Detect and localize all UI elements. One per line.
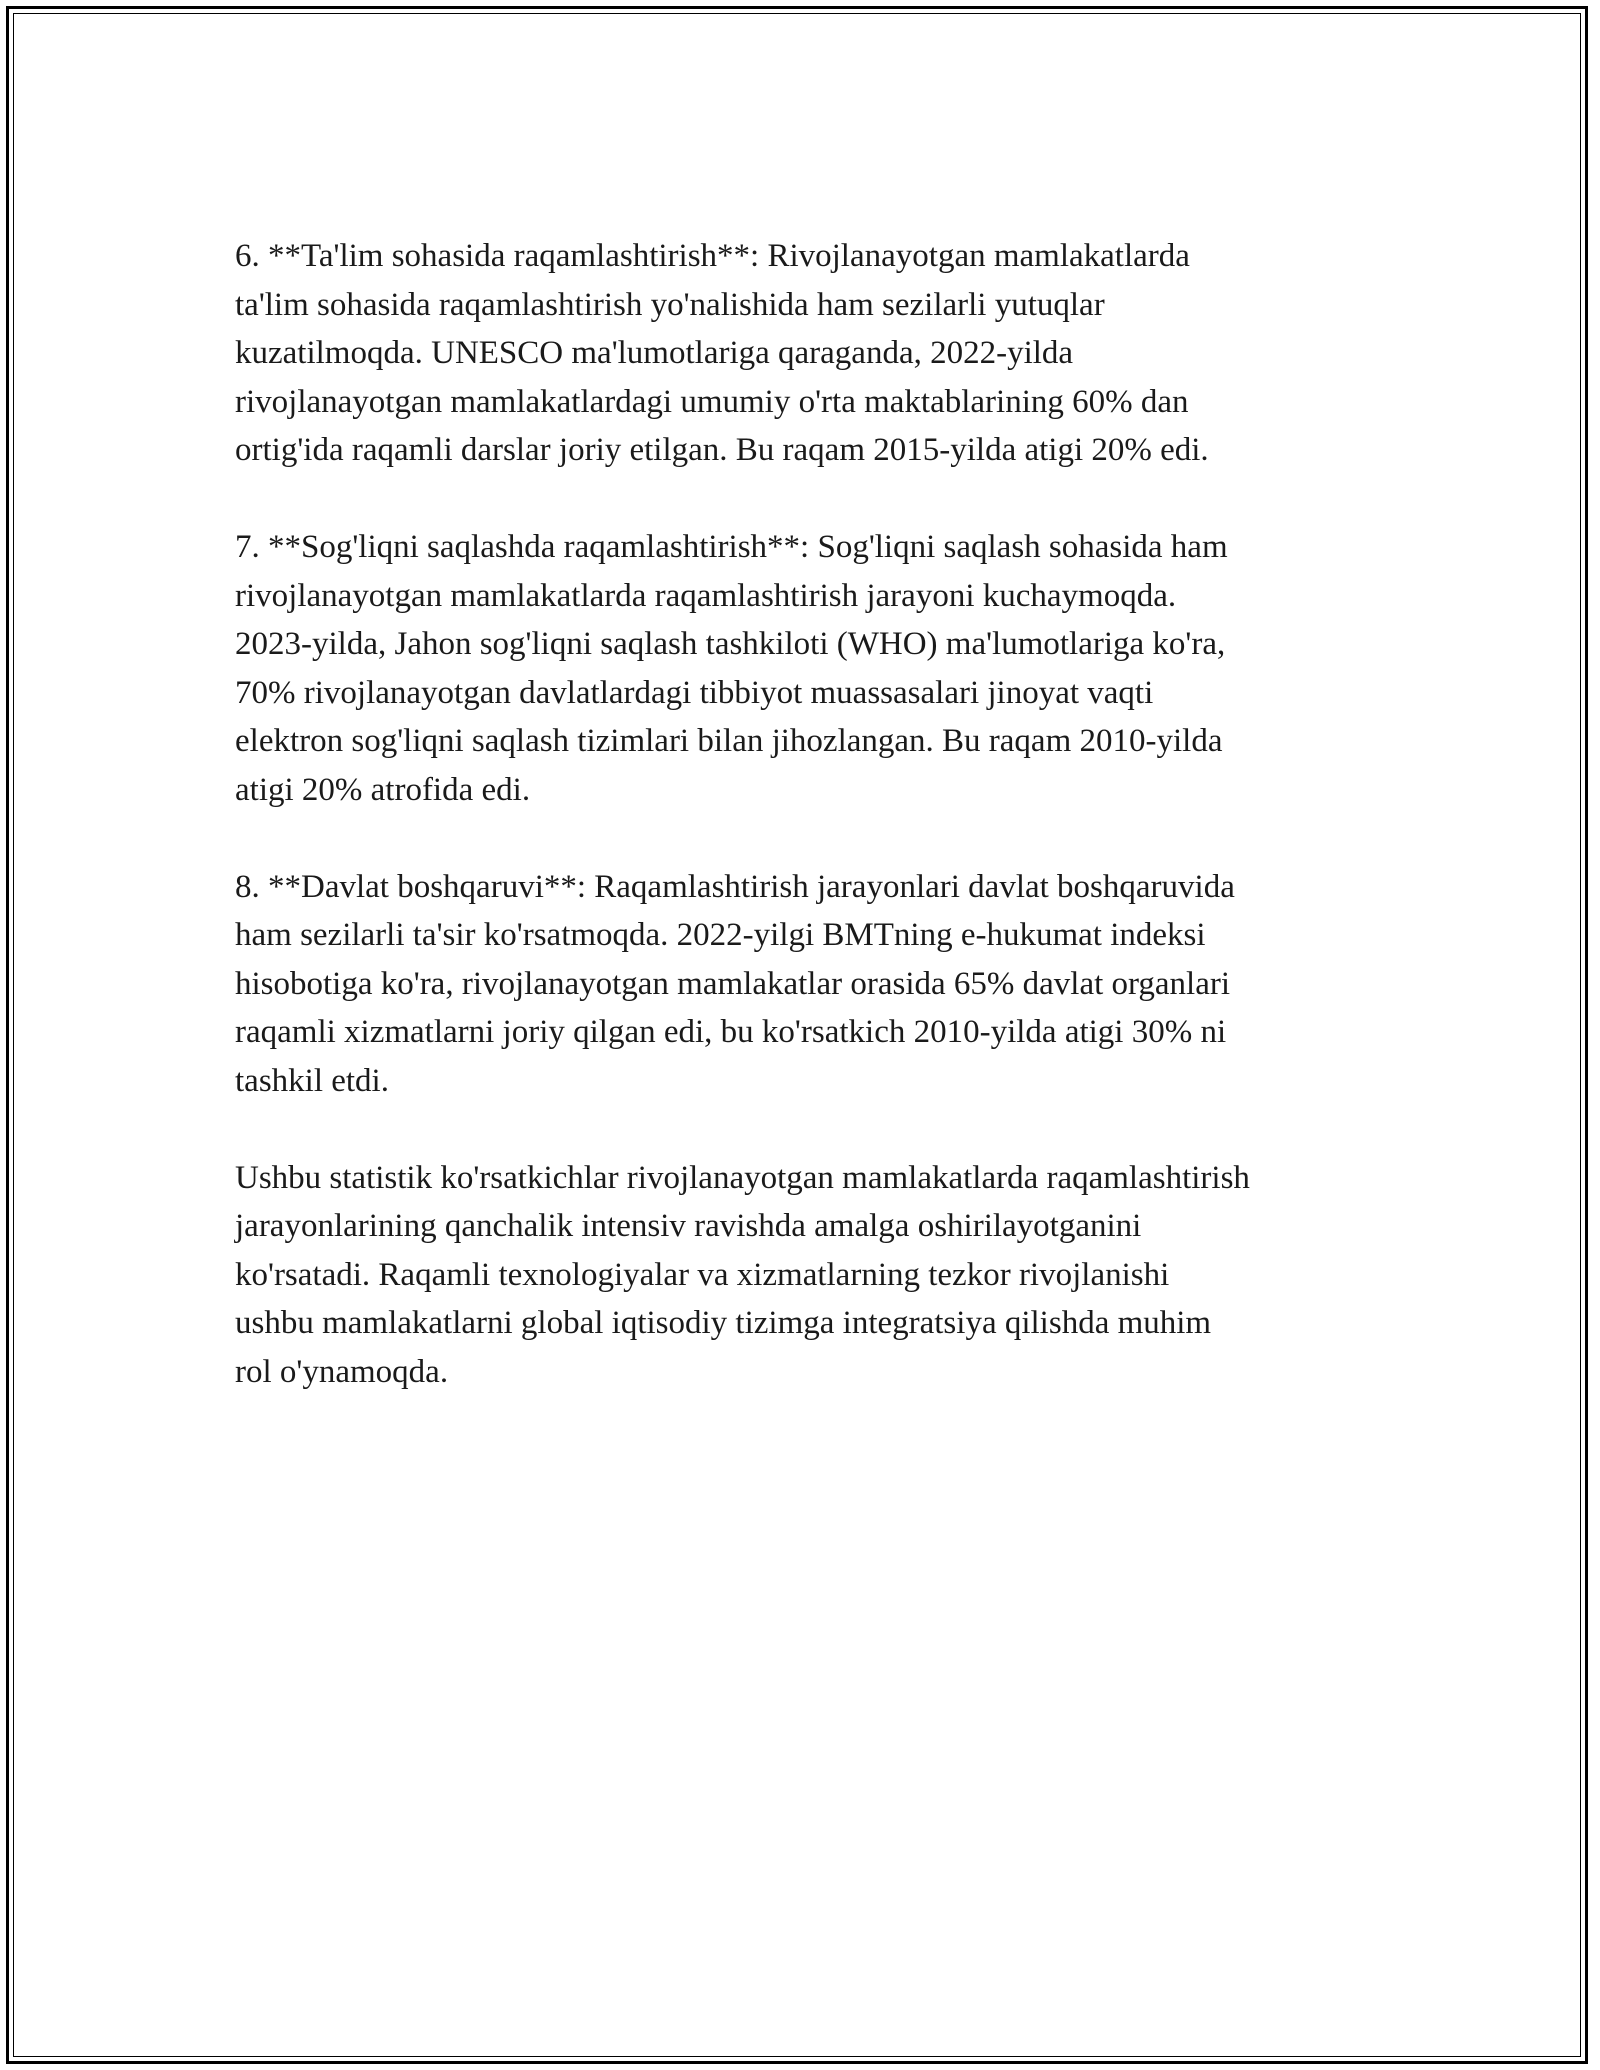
- document-body: [235, 232, 1385, 1445]
- paragraph-conclusion: Ushbu statistik ko'rsatkichlar rivojlanayotgan mamlakatlarda raqamlashtirish jarayonlarining qanchalik intensiv ravishda amalga oshirilayotganini ko'rsatadi. Raqamli texnologiyalar va xizmatlarning tezkor rivojlanishi ushbu mamlakatlarni global iqtisodiy tizimga integratsiya qilishda muhim rol o'ynamoqda.: [235, 1159, 1250, 1390]
- paragraph-healthcare: 7. **Sog'liqni saqlashda raqamlashtirish**: Sog'liqni saqlash sohasida ham rivojlanayotgan mamlakatlarda raqamlashtirish jarayoni kuchaymoqda. 2023-yilda, Jahon sog'liqni saqlash tashkiloti (WHO) ma'lumotlariga ko'ra, 70% rivojlanayotgan davlatlardagi tibbiyot muassasalari jinoyat vaqti elektron sog'liqni saqlash tizimlari bilan jihozlangan. Bu raqam 2010-yilda atigi 20% atrofida edi.: [235, 529, 1228, 808]
- paragraph-government: 8. **Davlat boshqaruvi**: Raqamlashtirish jarayonlari davlat boshqaruvida ham sezilarli ta'sir ko'rsatmoqda. 2022-yilgi BMTning e-hukumat indeksi hisobotiga ko'ra, rivojlanayotgan mamlakatlar orasida 65% davlat organlari raqamli xizmatlarni joriy qilgan edi, bu ko'rsatkich 2010-yilda atigi 30% ni tashkil etdi.: [235, 868, 1235, 1099]
- paragraph-education: 6. **Ta'lim sohasida raqamlashtirish**: Rivojlanayotgan mamlakatlarda ta'lim sohasida raqamlashtirish yo'nalishida ham sezilarli yutuqlar kuzatilmoqda. UNESCO ma'lumotlariga qaraganda, 2022-yilda rivojlanayotgan mamlakatlardagi umumiy o'rta maktablarining 60% dan ortig'ida raqamli darslar joriy etilgan. Bu raqam 2015-yilda atigi 20% edi.: [235, 238, 1209, 468]
